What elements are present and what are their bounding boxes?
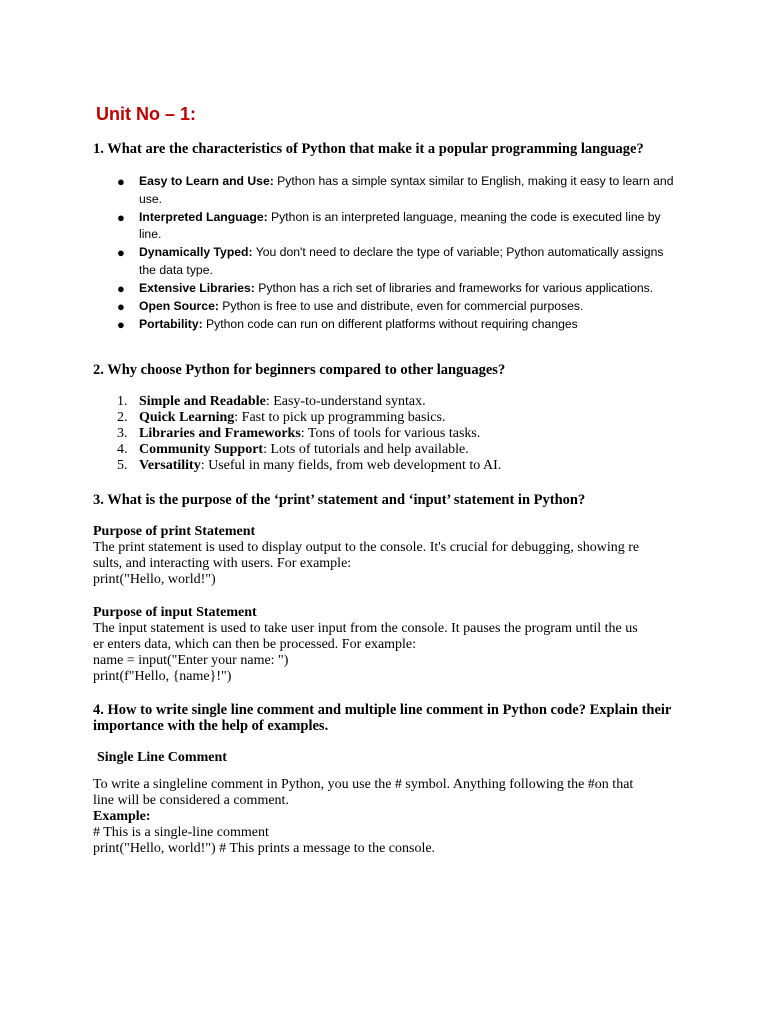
example-code: # This is a single-line comment <box>93 825 269 840</box>
list-item: ● Dynamically Typed: You don't need to declare the type of variable; Python automatically assigns the data type. <box>117 245 664 277</box>
print-line: The print statement is used to display output to the console. It's crucial for debugging, showing re <box>93 540 640 555</box>
question-1: 1. What are the characteristics of Python that make it a popular programming language? <box>93 141 644 157</box>
bullet-icon: ● <box>117 298 125 314</box>
unit-title: Unit No – 1: <box>96 104 197 124</box>
single-line-heading: Single Line Comment <box>97 750 227 765</box>
list-item: 3. Libraries and Frameworks: Tons of tools for various tasks. <box>117 426 481 441</box>
list-item: 2. Quick Learning: Fast to pick up programming basics. <box>117 410 446 425</box>
input-line: The input statement is used to take user input from the console. It pauses the program until the us <box>93 621 638 636</box>
single-line-text: line will be considered a comment. <box>93 793 289 808</box>
bullet-icon: ● <box>117 209 125 225</box>
list-item: 5. Versatility: Useful in many fields, from web development to AI. <box>117 458 502 473</box>
list-item: 1. Simple and Readable: Easy-to-understand syntax. <box>117 394 426 409</box>
bullet-icon: ● <box>117 280 125 296</box>
example-code: print("Hello, world!") # This prints a message to the console. <box>93 841 436 856</box>
question-4: 4. How to write single line comment and multiple line comment in Python code? Explain their importance with the help of examples. <box>93 702 672 734</box>
reasons-list <box>117 394 677 474</box>
list-item: 4. Community Support: Lots of tutorials and help available. <box>117 442 469 457</box>
characteristics-list <box>117 173 677 334</box>
single-line-section <box>93 777 683 857</box>
input-code: print(f"Hello, {name}!") <box>93 669 232 684</box>
example-label: Example: <box>93 809 151 824</box>
list-item: ● Open Source: Python is free to use and distribute, even for commercial purposes. <box>117 298 584 314</box>
print-section <box>93 524 683 588</box>
bullet-icon: ● <box>117 174 125 189</box>
input-section <box>93 605 683 685</box>
input-line: er enters data, which can then be processed. For example: <box>93 637 417 652</box>
list-item: ● Portability: Python code can run on different platforms without requiring changes <box>117 316 578 332</box>
question-3: 3. What is the purpose of the ‘print’ statement and ‘input’ statement in Python? <box>93 492 586 508</box>
input-code: name = input("Enter your name: ") <box>93 653 289 668</box>
question-2: 2. Why choose Python for beginners compared to other languages? <box>93 362 506 378</box>
print-heading: Purpose of print Statement <box>93 524 256 539</box>
list-item: ● Easy to Learn and Use: Python has a simple syntax similar to English, making it easy to learn and use. <box>117 174 674 206</box>
list-item: ● Extensive Libraries: Python has a rich set of libraries and frameworks for various applications. <box>117 280 654 296</box>
print-line: sults, and interacting with users. For example: <box>93 556 352 571</box>
bullet-icon: ● <box>117 245 125 260</box>
list-item: ● Interpreted Language: Python is an interpreted language, meaning the code is executed line by line. <box>117 209 661 241</box>
print-code: print("Hello, world!") <box>93 572 216 587</box>
input-heading: Purpose of input Statement <box>93 605 257 620</box>
bullet-icon: ● <box>117 316 125 332</box>
single-line-text: To write a singleline comment in Python, you use the # symbol. Anything following the #on that <box>93 777 634 792</box>
